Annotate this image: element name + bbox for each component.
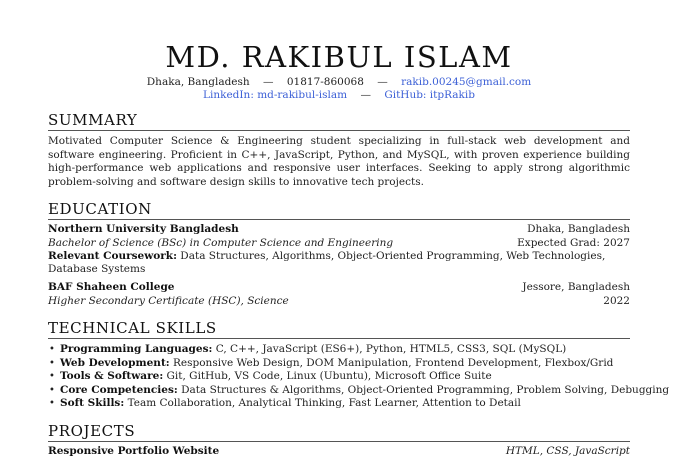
education-heading: EDUCATION <box>48 200 152 218</box>
relevant-coursework <box>48 250 630 276</box>
list-item <box>48 357 630 371</box>
list-item <box>48 383 670 398</box>
location-text: Dhaka, Bangladesh <box>146 76 250 88</box>
skill-label: Web Development: <box>60 356 170 369</box>
linkedin-link[interactable]: LinkedIn: md-rakibul-islam <box>203 89 348 101</box>
education-entry-2-detail <box>48 294 630 308</box>
education-entry-1-detail <box>48 236 630 250</box>
bullet-icon: • <box>49 384 55 396</box>
school-name: Northern University Bangladesh <box>48 223 239 235</box>
bullet-icon: • <box>49 357 55 369</box>
bullet-icon: • <box>49 371 55 382</box>
coursework-label: Relevant Coursework: <box>48 250 177 262</box>
skills-heading: TECHNICAL SKILLS <box>48 319 217 337</box>
section-divider <box>48 130 630 131</box>
projects-heading: PROJECTS <box>48 422 136 440</box>
school-location: Jessore, Bangladesh <box>522 281 630 293</box>
degree-title: Higher Secondary Certificate (HSC), Science <box>48 295 289 307</box>
skill-value: C, C++, JavaScript (ES6+), Python, HTML5, CSS3, SQL (MySQL) <box>212 343 567 355</box>
skill-label: Soft Skills: <box>60 397 125 409</box>
list-item <box>48 370 630 384</box>
contact-line-links <box>48 89 630 102</box>
separator: — <box>377 76 388 88</box>
list-item <box>48 343 630 357</box>
bullet-icon: • <box>49 398 55 409</box>
section-divider <box>48 219 630 220</box>
section-divider <box>48 441 630 442</box>
skill-value: Responsive Web Design, DOM Manipulation, Frontend Development, Flexbox/Grid <box>169 356 614 369</box>
graduation-date: 2022 <box>603 295 630 307</box>
graduation-date: Expected Grad: 2027 <box>517 237 630 249</box>
skill-value: Team Collaboration, Analytical Thinking, Fast Learner, Attention to Detail <box>124 397 521 409</box>
project-name: Responsive Portfolio Website <box>48 445 220 457</box>
project-entry-1 <box>48 444 630 458</box>
skill-label: Programming Languages: <box>60 343 213 355</box>
skill-label: Core Competencies: <box>60 383 178 396</box>
skills-list <box>48 343 670 411</box>
email-link[interactable]: rakib.00245@gmail.com <box>401 76 532 88</box>
summary-heading: SUMMARY <box>48 111 138 129</box>
phone-text: 01817-860068 <box>286 76 364 88</box>
separator: — <box>360 89 371 101</box>
list-item <box>48 397 630 411</box>
contact-line-primary <box>48 76 630 89</box>
skill-label: Tools & Software: <box>60 370 164 382</box>
project-tech: HTML, CSS, JavaScript <box>505 445 630 457</box>
github-link[interactable]: GitHub: itpRakib <box>384 89 475 101</box>
education-entry-2-header <box>48 280 630 294</box>
school-location: Dhaka, Bangladesh <box>527 223 630 235</box>
bullet-icon: • <box>49 344 55 355</box>
section-divider <box>48 338 630 339</box>
skill-value: Data Structures & Algorithms, Object-Oriented Programming, Problem Solving, Debugging <box>177 383 670 396</box>
coursework-list: Data Structures, Algorithms, Object-Oriented Programming, Web Technologies, Database Systems <box>48 250 606 275</box>
education-entry-1-header <box>48 222 630 236</box>
degree-title: Bachelor of Science (BSc) in Computer Science and Engineering <box>48 237 394 249</box>
candidate-name: MD. RAKIBUL ISLAM <box>165 40 513 74</box>
separator: — <box>263 76 274 88</box>
summary-text: Motivated Computer Science & Engineering student specializing in full-stack web development and software engineering. Proficient in C++, JavaScript, Python, and MySQL, with proven experience building high-performance web applications and responsive user interfaces. Seeking to apply strong algorithmic problem-solving and software design skills to innovative tech projects. <box>48 135 630 188</box>
school-name: BAF Shaheen College <box>48 281 175 293</box>
skill-value: Git, GitHub, VS Code, Linux (Ubuntu), Microsoft Office Suite <box>163 370 492 382</box>
